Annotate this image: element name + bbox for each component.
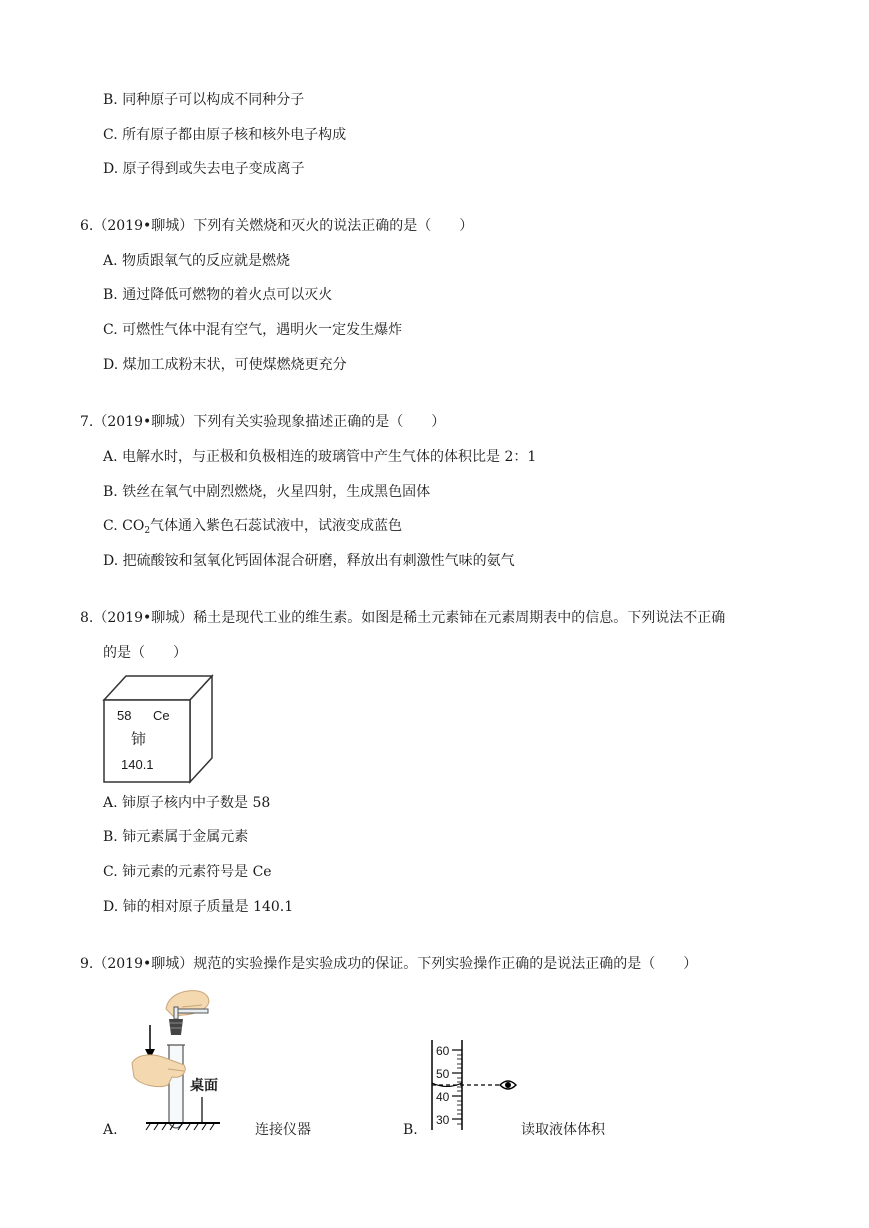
q7-option-c-prefix: C. CO [103, 518, 145, 534]
q8-stem-line1: 8.（2019•聊城）稀土是现代工业的维生素。如图是稀土元素铈在元素周期表中的信息。下列说法不正确 [80, 610, 726, 626]
element-symbol: Ce [153, 708, 170, 723]
q7-option-c [103, 517, 402, 535]
desk-label: 桌面 [190, 1078, 218, 1094]
q7-stem: 7.（2019•聊城）下列有关实验现象描述正确的是（ ） [80, 414, 446, 430]
cylinder-tick-60: 60 [436, 1044, 450, 1058]
connect-apparatus-figure [128, 985, 228, 1135]
cylinder-tick-40: 40 [436, 1090, 450, 1104]
element-atomic-mass: 140.1 [121, 757, 154, 772]
cylinder-tick-30: 30 [436, 1113, 450, 1127]
q7-option-a: A. 电解水时，与正极和负极相连的玻璃管中产生气体的体积比是 2：1 [103, 449, 537, 465]
q8-stem-line2: 的是（ ） [103, 645, 187, 661]
q5-option-b: B. 同种原子可以构成不同种分子 [103, 92, 305, 108]
q7-option-b: B. 铁丝在氧气中剧烈燃烧，火星四射，生成黑色固体 [103, 484, 431, 500]
element-atomic-number: 58 [117, 708, 132, 723]
q8-option-c: C. 铈元素的元素符号是 Ce [103, 864, 272, 880]
element-cube-figure [100, 674, 216, 786]
q9-option-a-label: 连接仪器 [255, 1122, 311, 1138]
q8-option-d: D. 铈的相对原子质量是 140.1 [103, 899, 294, 915]
q8-option-a: A. 铈原子核内中子数是 58 [103, 795, 271, 811]
cube-outline-graphic [100, 674, 216, 786]
q7-option-c-suffix: 气体通入紫色石蕊试液中，试液变成蓝色 [150, 518, 403, 534]
q5-option-d: D. 原子得到或失去电子变成离子 [103, 161, 305, 177]
cylinder-tick-50: 50 [436, 1067, 450, 1081]
connect-apparatus-graphic [128, 985, 228, 1135]
q8-option-b: B. 铈元素属于金属元素 [103, 829, 249, 845]
q6-option-b: B. 通过降低可燃物的着火点可以灭火 [103, 287, 333, 303]
q6-option-a: A. 物质跟氧气的反应就是燃烧 [103, 253, 291, 269]
q6-stem: 6.（2019•聊城）下列有关燃烧和灭火的说法正确的是（ ） [80, 218, 474, 234]
q5-option-c: C. 所有原子都由原子核和核外电子构成 [103, 127, 347, 143]
q7-option-c-subscript: 2 [144, 526, 151, 536]
q9-option-b-label: 读取液体体积 [521, 1122, 605, 1138]
q6-option-d: D. 煤加工成粉末状，可使煤燃烧更充分 [103, 357, 347, 373]
q9-option-b-letter: B. [403, 1122, 418, 1138]
q9-stem: 9.（2019•聊城）规范的实验操作是实验成功的保证。下列实验操作正确的是说法正确的是（ ） [80, 956, 698, 972]
cylinder-reading-figure [424, 1036, 520, 1132]
q9-option-a-letter: A. [103, 1122, 118, 1138]
q6-option-c: C. 可燃性气体中混有空气，遇明火一定发生爆炸 [103, 322, 403, 338]
element-name: 铈 [131, 730, 147, 748]
q7-option-d: D. 把硫酸铵和氢氧化钙固体混合研磨，释放出有刺激性气味的氨气 [103, 553, 515, 569]
